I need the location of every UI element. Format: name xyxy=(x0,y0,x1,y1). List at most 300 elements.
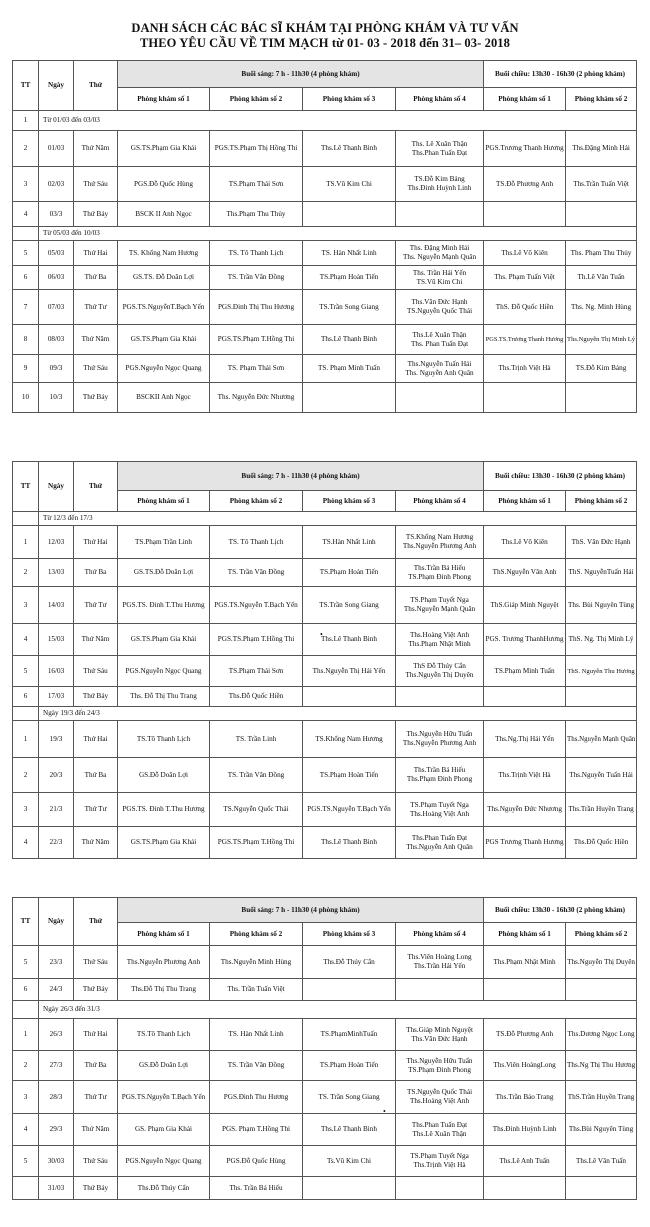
cell-room-3 xyxy=(303,656,396,687)
cell-room-3 xyxy=(303,1114,396,1146)
header-room-6: Phòng khám số 2 xyxy=(566,88,637,111)
cell-room-1 xyxy=(118,827,210,859)
cell-date: 19/3 xyxy=(39,721,74,758)
doctor-name: PGS.TS.Phạm T.Hồng Thi xyxy=(217,635,295,643)
cell-weekday: Thứ Tư xyxy=(74,793,118,827)
cell-room-1 xyxy=(118,587,210,624)
doctor-name: TS.Phạm Trần Linh xyxy=(135,537,192,546)
cell-room-5 xyxy=(484,202,566,227)
cell-room-2 xyxy=(210,1146,303,1177)
doctor-name: TS. Trần Văn Đồng xyxy=(227,273,285,281)
cell-room-1 xyxy=(118,656,210,687)
doctor-name: Ths.Trần Huyền Trang xyxy=(568,805,634,813)
doctor-name: PGS.TS.Nguyễn T.Bạch Yến xyxy=(214,600,298,609)
cell-tt: 4 xyxy=(13,827,39,859)
header-ngay: Ngày xyxy=(39,462,74,512)
cell-date: 12/03 xyxy=(39,526,74,559)
doctor-name: Ths. Phan Tuấn Đạt xyxy=(410,339,469,348)
table-row xyxy=(13,624,637,656)
table-row xyxy=(13,758,637,793)
document-title xyxy=(0,0,650,51)
doctor-name: Ths.Văn Đức Hạnh xyxy=(411,1034,468,1043)
doctor-name: Ths.Lê Xuân Thận xyxy=(412,1129,467,1138)
week-group-row xyxy=(13,707,637,721)
cell-room-5 xyxy=(484,946,566,979)
week-group-row xyxy=(13,111,637,131)
doctor-name: Ths. Lê Xuân Thận xyxy=(411,139,468,148)
doctor-name: Ths. Phạm Tuấn Việt xyxy=(494,273,555,281)
cell-room-5 xyxy=(484,1177,566,1200)
cell-room-3 xyxy=(303,355,396,383)
doctor-name: TS. Trần Linh xyxy=(235,734,277,743)
doctor-name: TS.Nguyễn Quốc Thái xyxy=(406,1088,473,1096)
doctor-name: PGS.Đỗ Quốc Hùng xyxy=(226,1156,286,1165)
cell-date: 03/3 xyxy=(39,202,74,227)
cell-tt: 9 xyxy=(13,355,39,383)
doctor-name: Ths. Nguyễn Mạnh Quân xyxy=(402,253,477,261)
cell-room-4 xyxy=(396,131,484,167)
schedule-table-2 xyxy=(12,461,637,859)
doctor-name: Ths.Phạm Thu Thủy xyxy=(226,209,286,218)
cell-room-6 xyxy=(566,1114,637,1146)
doctor-name: TS.Khổng Nam Hương xyxy=(405,533,474,541)
cell-weekday: Thứ Bảy xyxy=(74,1177,118,1200)
header-room-6: Phòng khám số 2 xyxy=(566,491,637,512)
cell-room-6 xyxy=(566,656,637,687)
doctor-name: Ths.Lê Võ Kiên xyxy=(501,537,548,546)
doctor-name: PGS.TS.Nguyễn T.Bạch Yến xyxy=(307,805,391,813)
doctor-name: PGS.TS.Nguyễn T.Bạch Yến xyxy=(121,1092,206,1101)
doctor-name: Ths.Hoàng Việt Anh xyxy=(409,809,470,818)
cell-room-3 xyxy=(303,559,396,587)
cell-room-5 xyxy=(484,241,566,266)
doctor-name: GS.TS.Phạm Gia Khải xyxy=(130,635,197,643)
cell-room-3 xyxy=(303,202,396,227)
doctor-name: TS.Phạm Thái Sơn xyxy=(228,179,284,188)
doctor-name: ThS.Giáp Minh Nguyệt xyxy=(490,600,559,609)
cell-room-2 xyxy=(210,624,303,656)
doctor-name: TS.PhạmMinhTuấn xyxy=(320,1030,378,1038)
cell-room-1 xyxy=(118,325,210,355)
header-room-3: Phòng khám số 3 xyxy=(303,923,396,946)
cell-room-4 xyxy=(396,827,484,859)
doctor-name: Ths.Nguyễn Phương Anh xyxy=(402,542,477,550)
cell-room-3 xyxy=(303,1177,396,1200)
header-room-2: Phòng khám số 2 xyxy=(210,88,303,111)
cell-room-4 xyxy=(396,526,484,559)
cell-tt: 4 xyxy=(13,624,39,656)
cell-date: 07/03 xyxy=(39,290,74,325)
doctor-name: TS.Hàn Nhất Linh xyxy=(322,537,376,546)
cell-room-4 xyxy=(396,559,484,587)
doctor-name: Ths.Phạm Nhật Minh xyxy=(493,957,556,966)
week-range-label: Ngày 19/3 đến 24/3 xyxy=(39,707,637,721)
doctor-name: PGS.TS. Đinh T.Thu Hương xyxy=(122,805,205,813)
table-row xyxy=(13,721,637,758)
doctor-name: TS.Phạm Hoàn Tiến xyxy=(319,568,379,576)
cell-room-1 xyxy=(118,1177,210,1200)
cell-room-1 xyxy=(118,758,210,793)
cell-room-1 xyxy=(118,131,210,167)
cell-room-1 xyxy=(118,1114,210,1146)
cell-room-5 xyxy=(484,721,566,758)
cell-room-4 xyxy=(396,325,484,355)
doctor-name: GS.Đỗ Doãn Lợi xyxy=(138,1061,189,1069)
doctor-name: Ths.Lê Võ Kiên xyxy=(501,248,548,257)
cell-room-4 xyxy=(396,1081,484,1114)
doctor-name: TS. Tô Thanh Lịch xyxy=(228,248,284,257)
cell-tt: 1 xyxy=(13,1019,39,1051)
title-line-2: THEO YÊU CẦU VỀ TIM MẠCH từ 01- 03 - 2018 đến 31– 03- 2018 xyxy=(139,36,511,50)
doctor-name: ThS.Nguyễn Văn Anh xyxy=(492,568,557,576)
cell-room-4 xyxy=(396,1114,484,1146)
cell-room-2 xyxy=(210,587,303,624)
cell-room-3 xyxy=(303,1146,396,1177)
cell-weekday: Thứ Hai xyxy=(74,241,118,266)
cell-room-1 xyxy=(118,1081,210,1114)
cell-tt: 1 xyxy=(13,721,39,758)
cell-date: 28/3 xyxy=(39,1081,74,1114)
doctor-name: PGS.Nguyễn Ngọc Quang xyxy=(125,1156,202,1165)
doctor-name: Ths.Nguyễn Minh Hùng xyxy=(220,957,292,966)
cell-date: 16/03 xyxy=(39,656,74,687)
cell-room-6 xyxy=(566,827,637,859)
doctor-name: GS.TS.Đỗ Doãn Lợi xyxy=(133,568,194,576)
cell-date: 27/3 xyxy=(39,1051,74,1081)
cell-weekday: Thứ Hai xyxy=(74,721,118,758)
doctor-name: Ths. Trần Bá Hiếu xyxy=(229,1183,283,1192)
doctor-name: Ths.Lê Thanh Bình xyxy=(321,838,377,846)
cell-room-5 xyxy=(484,131,566,167)
cell-room-3 xyxy=(303,290,396,325)
table-row xyxy=(13,1051,637,1081)
doctor-name: BSCKII Anh Ngọc xyxy=(136,393,191,401)
doctor-name: Ths. Đặng Minh Hải xyxy=(409,244,470,252)
table-row xyxy=(13,167,637,202)
cell-room-6 xyxy=(566,721,637,758)
header-room-5: Phòng khám số 1 xyxy=(484,923,566,946)
doctor-name: TS.Trần Song Giang xyxy=(319,302,379,311)
table-row xyxy=(13,687,637,707)
cell-tt: 2 xyxy=(13,131,39,167)
header-row xyxy=(13,61,637,88)
cell-room-3 xyxy=(303,946,396,979)
header-room-4: Phòng khám số 4 xyxy=(396,923,484,946)
doctor-name: Ts.Vũ Kim Chi xyxy=(326,1156,372,1165)
doctor-name: Ths. Đỗ Thị Thu Trang xyxy=(130,692,197,700)
doctor-name: Ths.Đỗ Thị Thu Trang xyxy=(131,985,196,993)
doctor-name: TS.Nguyễn Quốc Thái xyxy=(406,307,473,315)
doctor-name: Ths.Phan Tuấn Đạt xyxy=(411,148,468,157)
table-row xyxy=(13,355,637,383)
cell-weekday: Thứ Bảy xyxy=(74,687,118,707)
header-room-2: Phòng khám số 2 xyxy=(210,491,303,512)
doctor-name: TS.Vũ Kim Chi xyxy=(416,277,463,286)
table-row xyxy=(13,793,637,827)
cell-room-6 xyxy=(566,1051,637,1081)
cell-room-4 xyxy=(396,624,484,656)
week-range-label: Từ 05/03 đến 10/03 xyxy=(39,227,637,241)
cell-tt: 5 xyxy=(13,656,39,687)
doctor-name: PGS.Nguyễn Ngọc Quang xyxy=(125,666,202,675)
cell-date: 06/03 xyxy=(39,266,74,290)
doctor-name: TS. Phạm Minh Tuấn xyxy=(318,364,380,372)
cell-date: 01/03 xyxy=(39,131,74,167)
doctor-name: PGS.Đinh Thị Thu Hương xyxy=(217,302,295,311)
cell-room-4 xyxy=(396,979,484,1001)
doctor-name: PGS Trương Thanh Hương xyxy=(485,838,564,846)
cell-room-4 xyxy=(396,793,484,827)
cell-room-2 xyxy=(210,266,303,290)
cell-weekday: Thứ Tư xyxy=(74,1081,118,1114)
doctor-name: TS.Phạm Hoàn Tiến xyxy=(319,770,379,779)
cell-room-3 xyxy=(303,325,396,355)
doctor-name: TS.Phạm Minh Tuấn xyxy=(494,666,555,675)
cell-room-1 xyxy=(118,202,210,227)
cell-tt: 3 xyxy=(13,793,39,827)
doctor-name: TS.Phạm Tuyết Nga xyxy=(410,800,469,809)
doctor-name: TS. Trần Văn Đồng xyxy=(227,568,285,576)
cell-room-1 xyxy=(118,266,210,290)
cell-tt: 2 xyxy=(13,1051,39,1081)
cell-room-4 xyxy=(396,241,484,266)
doctor-name: Ths.Nguyễn Tuấn Hải xyxy=(407,359,472,368)
cell-room-2 xyxy=(210,383,303,413)
cell-room-2 xyxy=(210,202,303,227)
doctor-name: ThS. Văn Đức Hạnh xyxy=(571,537,631,546)
cell-weekday: Thứ Ba xyxy=(74,266,118,290)
doctor-name: ThS. Ng. Thị Minh Lý xyxy=(568,635,634,643)
cell-room-6 xyxy=(566,1019,637,1051)
cell-room-5 xyxy=(484,355,566,383)
cell-room-1 xyxy=(118,290,210,325)
cell-tt xyxy=(13,1177,39,1200)
doctor-name: PGS.TS.NguyễnT.Bạch Yến xyxy=(122,302,205,311)
cell-room-3 xyxy=(303,526,396,559)
doctor-name: Ths.Phạm Đinh Phong xyxy=(406,775,473,783)
doctor-name: Ths.Nguyễn Đức Nhương xyxy=(487,805,562,813)
cell-room-3 xyxy=(303,241,396,266)
doctor-name: Ths.Trần Bảo Trang xyxy=(495,1092,554,1101)
header-row xyxy=(13,462,637,491)
cell-date: 17/03 xyxy=(39,687,74,707)
cell-room-5 xyxy=(484,167,566,202)
cell-room-1 xyxy=(118,526,210,559)
doctor-name: TS.Phạm Đinh Phong xyxy=(408,572,471,581)
cell-weekday: Thứ Tư xyxy=(74,587,118,624)
header-room-4: Phòng khám số 4 xyxy=(396,88,484,111)
cell-room-2 xyxy=(210,1177,303,1200)
cell-room-4 xyxy=(396,383,484,413)
doctor-name: Ths.Phan Tuấn Đạt xyxy=(411,1120,468,1129)
doctor-name: Ths.Văn Đức Hạnh xyxy=(411,298,468,306)
doctor-name: PGS.Nguyễn Ngọc Quang xyxy=(125,364,202,372)
header-morning-session: Buổi sáng: 7 h - 11h30 (4 phòng khám) xyxy=(118,462,484,491)
cell-weekday: Thứ Sáu xyxy=(74,656,118,687)
cell-room-2 xyxy=(210,1114,303,1146)
cell-room-4 xyxy=(396,167,484,202)
schedule-table-3 xyxy=(12,897,637,1200)
cell-room-2 xyxy=(210,241,303,266)
cell-room-1 xyxy=(118,793,210,827)
doctor-name: PGS.Đỗ Quốc Hùng xyxy=(134,179,193,188)
week-group-row xyxy=(13,512,637,526)
cell-room-4 xyxy=(396,687,484,707)
cell-date: 13/03 xyxy=(39,559,74,587)
cell-room-2 xyxy=(210,290,303,325)
cell-room-5 xyxy=(484,290,566,325)
doctor-name: PGS.Trương Thanh Hương xyxy=(485,144,564,152)
cell-room-4 xyxy=(396,758,484,793)
doctor-name: Ths.Lê Anh Tuấn xyxy=(499,1156,550,1165)
cell-room-5 xyxy=(484,526,566,559)
doctor-name: PGS.TS.Phạm T.Hồng Thi xyxy=(217,838,295,846)
cell-date: 14/03 xyxy=(39,587,74,624)
doctor-name: Ths.Trịnh Việt Hà xyxy=(413,1161,466,1169)
cell-room-6 xyxy=(566,325,637,355)
doctor-name: TS.Vũ Kim Chi xyxy=(326,179,372,188)
doctor-name: Ths.Viên Hoàng Long xyxy=(407,953,472,961)
cell-date: 29/3 xyxy=(39,1114,74,1146)
doctor-name: Ths.Viên HoàngLong xyxy=(493,1061,556,1069)
header-ngay: Ngày xyxy=(39,61,74,111)
cell-room-1 xyxy=(118,687,210,707)
cell-room-5 xyxy=(484,1019,566,1051)
cell-weekday: Thứ Sáu xyxy=(74,1146,118,1177)
cell-room-1 xyxy=(118,1146,210,1177)
cell-room-1 xyxy=(118,383,210,413)
doctor-name: PGS.TS.Phạm Thị Hồng Thi xyxy=(214,144,298,152)
cell-room-5 xyxy=(484,1081,566,1114)
cell-room-6 xyxy=(566,687,637,707)
cell-tt: 3 xyxy=(13,1081,39,1114)
table-row xyxy=(13,946,637,979)
cell-room-2 xyxy=(210,793,303,827)
cell-room-2 xyxy=(210,167,303,202)
cell-tt: 3 xyxy=(13,587,39,624)
cell-room-1 xyxy=(118,559,210,587)
cell-weekday: Thứ Năm xyxy=(74,624,118,656)
cell-tt xyxy=(13,707,39,721)
cell-room-3 xyxy=(303,167,396,202)
cell-room-6 xyxy=(566,1081,637,1114)
doctor-name: TS.Đỗ Phương Anh xyxy=(496,179,554,188)
cell-room-4 xyxy=(396,355,484,383)
cell-room-5 xyxy=(484,979,566,1001)
cell-room-3 xyxy=(303,131,396,167)
cell-room-2 xyxy=(210,1051,303,1081)
cell-weekday: Thứ Sáu xyxy=(74,355,118,383)
cell-room-5 xyxy=(484,383,566,413)
cell-room-4 xyxy=(396,656,484,687)
doctor-name: Ths.Nguyễn Anh Quân xyxy=(406,842,473,851)
doctor-name: Ths.Nguyễn Mạnh Quân xyxy=(403,605,476,613)
cell-room-4 xyxy=(396,1146,484,1177)
cell-room-1 xyxy=(118,1019,210,1051)
doctor-name: GS.TS.Phạm Gia Khải xyxy=(130,838,197,846)
doctor-name: PGS. Phạm T.Hồng Thi xyxy=(221,1125,291,1133)
table-row xyxy=(13,1146,637,1177)
cell-weekday: Thứ Sáu xyxy=(74,167,118,202)
cell-tt xyxy=(13,1001,39,1019)
cell-room-5 xyxy=(484,559,566,587)
cell-weekday: Thứ Tư xyxy=(74,290,118,325)
week-group-row xyxy=(13,227,637,241)
cell-room-4 xyxy=(396,290,484,325)
doctor-name: Ths.Bùi Nguyên Tùng xyxy=(568,1125,634,1133)
cell-room-2 xyxy=(210,721,303,758)
cell-room-2 xyxy=(210,1081,303,1114)
stray-mark: • xyxy=(320,630,323,639)
cell-room-6 xyxy=(566,624,637,656)
cell-room-3 xyxy=(303,827,396,859)
cell-room-5 xyxy=(484,1146,566,1177)
cell-date: 23/3 xyxy=(39,946,74,979)
cell-room-6 xyxy=(566,587,637,624)
cell-room-2 xyxy=(210,979,303,1001)
doctor-name: Ths.Phạm Nhật Minh xyxy=(408,639,471,648)
header-afternoon-session: Buổi chiều: 13h30 - 16h30 (2 phòng khám) xyxy=(484,462,637,491)
doctor-name: Ths.Lê Thanh Bình xyxy=(321,635,377,643)
doctor-name: PGS.Đinh Thu Hương xyxy=(223,1092,289,1101)
doctor-name: Ths.Trần Bá Hiếu xyxy=(413,563,466,572)
doctor-name: Ths.Lê Thanh Bình xyxy=(321,144,377,152)
cell-room-3 xyxy=(303,624,396,656)
cell-room-5 xyxy=(484,624,566,656)
table-row xyxy=(13,1177,637,1200)
cell-room-3 xyxy=(303,1081,396,1114)
doctor-name: TS. Hàn Nhất Linh xyxy=(228,1030,284,1038)
doctor-name: Ths.Hoàng Việt Anh xyxy=(409,1097,470,1105)
doctor-name: TS.Đỗ Kim Bảng xyxy=(414,175,465,183)
cell-room-3 xyxy=(303,587,396,624)
doctor-name: Ths.Nguyễn Hữu Tuấn xyxy=(406,730,473,738)
header-room-5: Phòng khám số 1 xyxy=(484,88,566,111)
cell-room-2 xyxy=(210,131,303,167)
cell-room-6 xyxy=(566,241,637,266)
doctor-name: TS.Phạm Hoàn Tiến xyxy=(319,1061,379,1069)
cell-tt xyxy=(13,512,39,526)
cell-room-5 xyxy=(484,827,566,859)
cell-room-1 xyxy=(118,1051,210,1081)
cell-room-4 xyxy=(396,202,484,227)
cell-room-4 xyxy=(396,1051,484,1081)
cell-weekday: Thứ Hai xyxy=(74,1019,118,1051)
doctor-name: Ths. Trần Tuấn Việt xyxy=(227,985,285,993)
doctor-name: PGS. Trương ThanhHương xyxy=(485,635,564,643)
cell-room-6 xyxy=(566,290,637,325)
doctor-name: Ths.Nguyễn Phương Anh xyxy=(126,957,201,966)
doctor-name: Ths.Đặng Minh Hải xyxy=(572,144,630,152)
doctor-name: TS. Trần Văn Đồng xyxy=(227,770,285,779)
doctor-name: Ths. Trần Hải Yến xyxy=(412,268,467,277)
cell-weekday: Thứ Năm xyxy=(74,325,118,355)
cell-room-5 xyxy=(484,687,566,707)
header-afternoon-session: Buổi chiều: 13h30 - 16h30 (2 phòng khám) xyxy=(484,898,637,923)
doctor-name: TS.Phạm Hoàn Tiến xyxy=(319,273,379,281)
cell-date: 09/3 xyxy=(39,355,74,383)
table-row xyxy=(13,131,637,167)
cell-room-1 xyxy=(118,946,210,979)
doctor-name: Ths.Trịnh Việt Hà xyxy=(498,364,551,372)
doctor-name: Ths.Nguyễn Thị Hải Yến xyxy=(312,666,386,675)
doctor-name: ThS Đỗ Thúy Cẩn xyxy=(413,662,466,670)
cell-tt: 5 xyxy=(13,241,39,266)
table-row xyxy=(13,1114,637,1146)
table-row xyxy=(13,383,637,413)
week-group-row xyxy=(13,1001,637,1019)
doctor-name: PGS.TS.Trương Thanh Hương xyxy=(485,336,564,343)
